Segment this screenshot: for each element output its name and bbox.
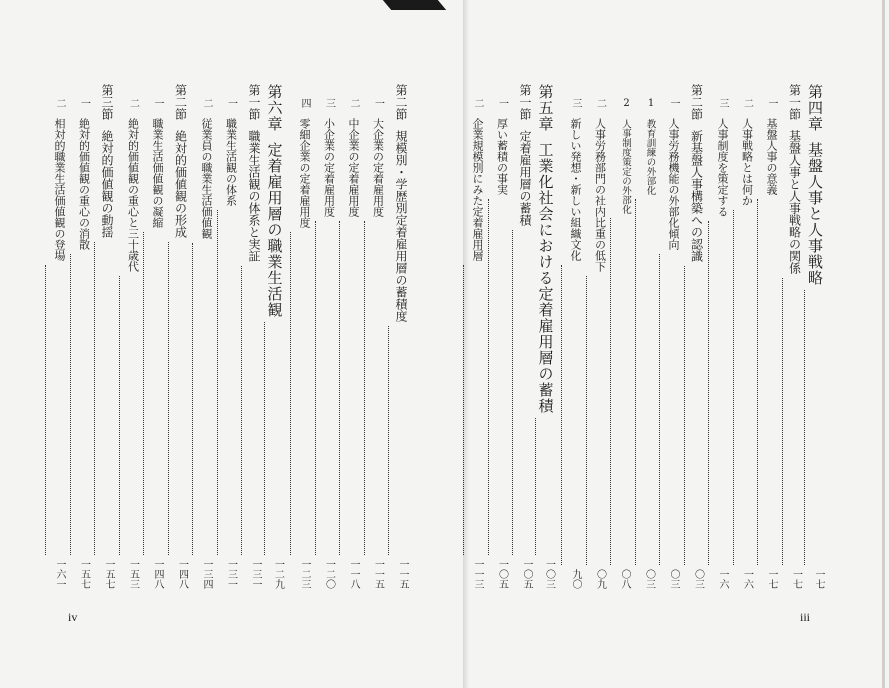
entry-page-number: 一三一 — [250, 559, 261, 589]
dot-leader — [315, 221, 337, 555]
entry-title: 絶対的価値観の形成 — [173, 130, 188, 238]
dot-leader — [586, 276, 608, 565]
toc-entry-item — [119, 98, 141, 589]
toc-entry-item — [192, 98, 214, 589]
dot-leader — [659, 254, 681, 565]
entry-title: 基盤人事の意義 — [765, 118, 778, 195]
scan-artifact — [383, 0, 446, 10]
entry-page-number: 一五七 — [103, 559, 114, 589]
page-number-left: iv — [68, 610, 78, 624]
dot-leader — [290, 232, 312, 555]
entry-title: 職業生活価値観の凝縮 — [151, 118, 164, 228]
entry-page-number: 一六 — [741, 569, 753, 589]
entry-title: 中企業の定着雇用度 — [347, 118, 360, 217]
toc-entry-item — [586, 98, 608, 589]
toc-entry-section — [388, 84, 410, 589]
toc-entry-section — [684, 84, 706, 589]
entry-number: 第一節 — [518, 84, 532, 120]
dot-leader — [264, 322, 286, 555]
entry-number: 四 — [299, 98, 310, 108]
dot-leader — [535, 418, 557, 555]
entry-page-number: 一三四 — [201, 559, 212, 589]
entry-number: 一 — [78, 98, 90, 108]
entry-page-number: 一〇五 — [521, 559, 532, 589]
page-number-right: iii — [800, 610, 811, 624]
dot-leader — [610, 218, 632, 565]
entry-number: 一 — [152, 98, 163, 108]
toc-entry-small — [635, 98, 657, 589]
entry-title: 小企業の定着雇用度 — [322, 118, 336, 217]
entry-page-number: 一七 — [790, 569, 802, 589]
dot-leader — [708, 221, 730, 565]
entry-page-number: 一七 — [813, 569, 824, 589]
entry-title: 絶対的価値観の重心の消散 — [77, 118, 91, 250]
dot-leader — [339, 221, 361, 555]
toc-entry-chapter — [264, 84, 286, 589]
entry-page-number: 一七 — [766, 569, 777, 589]
entry-page-number: 一六一 — [54, 559, 65, 589]
dot-leader — [192, 243, 214, 555]
entry-title: 新しい発想・新しい組織文化 — [569, 118, 582, 261]
entry-page-number: 一一五 — [372, 559, 384, 589]
entry-page-number: 〇九 — [594, 569, 606, 589]
entry-number: 第一節 — [247, 84, 261, 120]
entry-number: 第三節 — [100, 84, 114, 120]
entry-page-number: 〇三 — [643, 569, 655, 589]
entry-page-number: 一六 — [717, 569, 728, 589]
entry-number: 第二節 — [394, 84, 408, 120]
entry-title: 職業生活観の体系 — [224, 118, 238, 206]
entry-title: 職業生活観の体系と実証 — [247, 130, 261, 262]
entry-title: 新基盤人事構築への認識 — [689, 130, 704, 262]
entry-number: 一 — [496, 98, 508, 108]
entry-title: 人事労務部門の社内比重の低下 — [593, 118, 607, 272]
entry-page-number: 〇八 — [619, 569, 630, 589]
entry-page-number: 一五三 — [127, 559, 139, 589]
toc-entry-section — [168, 84, 190, 589]
entry-number: 第五章 — [536, 84, 555, 132]
entry-page-number: 一一五 — [397, 559, 408, 589]
entry-title: 定着雇用層の蓄積 — [518, 130, 532, 226]
dot-leader — [804, 290, 826, 565]
entry-number: 第二節 — [689, 84, 704, 120]
toc-entry-item — [733, 98, 755, 589]
entry-title: 絶対的価値観の重心と三十歳代 — [126, 118, 140, 272]
entry-number: 1 — [645, 98, 657, 109]
entry-number: 二 — [201, 98, 212, 108]
toc-entry-item — [217, 98, 239, 589]
entry-title: 厚い蓄積の事実 — [495, 118, 509, 195]
toc-entry-chapter — [804, 84, 826, 589]
entry-number: 三 — [323, 98, 335, 108]
dot-leader — [512, 230, 534, 555]
entry-title: 絶対的価値観の動揺 — [100, 130, 114, 238]
toc-entry-item — [757, 98, 779, 589]
toc-entry-item — [659, 98, 681, 589]
entry-number: 二 — [348, 98, 359, 108]
entry-page-number: 一二〇 — [323, 559, 335, 589]
entry-number: 第四章 — [806, 84, 824, 132]
toc-entry-item — [364, 98, 386, 589]
entry-title: 企業規模別にみた定着雇用層 — [471, 118, 484, 261]
entry-page-number: 一四八 — [176, 559, 188, 589]
toc-entry-item — [45, 98, 67, 589]
entry-number: 一 — [668, 98, 679, 108]
toc-entry-section — [241, 84, 263, 589]
entry-page-number: 九〇 — [570, 569, 581, 589]
dot-leader — [143, 232, 165, 555]
dot-leader — [168, 242, 190, 555]
entry-title: 定着雇用層の職業生活観 — [265, 142, 284, 318]
entry-number: 三 — [570, 98, 581, 108]
entry-number: 一 — [372, 98, 384, 108]
dot-leader — [70, 254, 92, 555]
entry-title: 教育訓練の外部化 — [644, 119, 656, 195]
page-edge — [882, 0, 885, 688]
entry-title: 規模別・学歴別定着雇用層の蓄積度 — [394, 130, 408, 322]
entry-number: 一 — [766, 98, 777, 108]
entry-page-number: 〇三 — [668, 569, 679, 589]
toc-entry-section — [94, 84, 116, 589]
entry-number: 二 — [127, 98, 139, 108]
entry-page-number: 一二三 — [299, 559, 310, 589]
dot-leader — [635, 199, 657, 565]
dot-leader — [782, 278, 804, 565]
toc-entry-item — [561, 98, 583, 589]
entry-page-number: 一三一 — [225, 559, 237, 589]
dot-leader — [733, 210, 755, 565]
entry-title: 人事労務機能の外部化傾向 — [667, 118, 680, 250]
toc-entry-item — [488, 98, 510, 589]
entry-number: 2 — [621, 98, 632, 109]
toc-entry-section — [782, 84, 804, 589]
entry-number: 第二節 — [173, 84, 188, 120]
toc-entry-item — [315, 98, 337, 589]
entry-page-number: 一四八 — [152, 559, 163, 589]
entry-page-number: 一二九 — [272, 559, 284, 589]
dot-leader — [561, 265, 583, 565]
entry-title: 大企業の定着雇用度 — [371, 118, 385, 217]
entry-number: 二 — [741, 98, 753, 108]
entry-page-number: 〇三 — [692, 569, 704, 589]
toc-entry-item — [70, 98, 92, 589]
dot-leader — [388, 326, 410, 555]
entry-title: 零細企業の定着雇用度 — [298, 118, 311, 228]
dot-leader — [45, 265, 67, 555]
dot-leader — [488, 199, 510, 555]
entry-title: 工業化社会における定着雇用層の蓄積 — [536, 142, 555, 414]
entry-number: 第一節 — [787, 84, 802, 120]
toc-entry-small — [610, 98, 632, 589]
entry-page-number: 一〇五 — [496, 559, 508, 589]
toc-entry-chapter — [535, 84, 557, 589]
toc-entry-item — [708, 98, 730, 589]
dot-leader — [684, 266, 706, 565]
entry-title: 人事制度策定の外部化 — [620, 119, 631, 214]
entry-number: 一 — [225, 98, 237, 108]
dot-leader — [757, 199, 779, 565]
dot-leader — [119, 276, 141, 555]
entry-title: 人事戦略とは何か — [740, 118, 754, 206]
toc-entry-item — [339, 98, 361, 589]
dot-leader — [217, 210, 239, 555]
entry-page-number: 一一八 — [348, 559, 359, 589]
dot-leader — [94, 242, 116, 555]
dot-leader — [241, 266, 263, 555]
entry-number: 二 — [54, 98, 65, 108]
entry-number: 第六章 — [265, 84, 284, 132]
toc-entry-item — [463, 98, 485, 589]
toc-entry-section — [512, 84, 534, 589]
entry-page-number: 一五七 — [78, 559, 90, 589]
toc-entry-item — [143, 98, 165, 589]
entry-number: 二 — [594, 98, 606, 108]
entry-title: 相対的職業生活価値観の登場 — [53, 118, 66, 261]
toc-entry-item — [290, 98, 312, 589]
entry-title: 基盤人事と人事戦略 — [806, 142, 824, 286]
entry-page-number: 一一三 — [472, 559, 483, 589]
entry-page-number: 一〇三 — [543, 559, 555, 589]
entry-number: 三 — [717, 98, 728, 108]
dot-leader — [463, 265, 485, 555]
dot-leader — [364, 221, 386, 555]
entry-title: 人事制度を策定する — [716, 118, 729, 217]
entry-number: 二 — [472, 98, 483, 108]
entry-title: 基盤人事と人事戦略の関係 — [787, 130, 802, 274]
entry-title: 従業員の職業生活価値観 — [200, 118, 213, 239]
